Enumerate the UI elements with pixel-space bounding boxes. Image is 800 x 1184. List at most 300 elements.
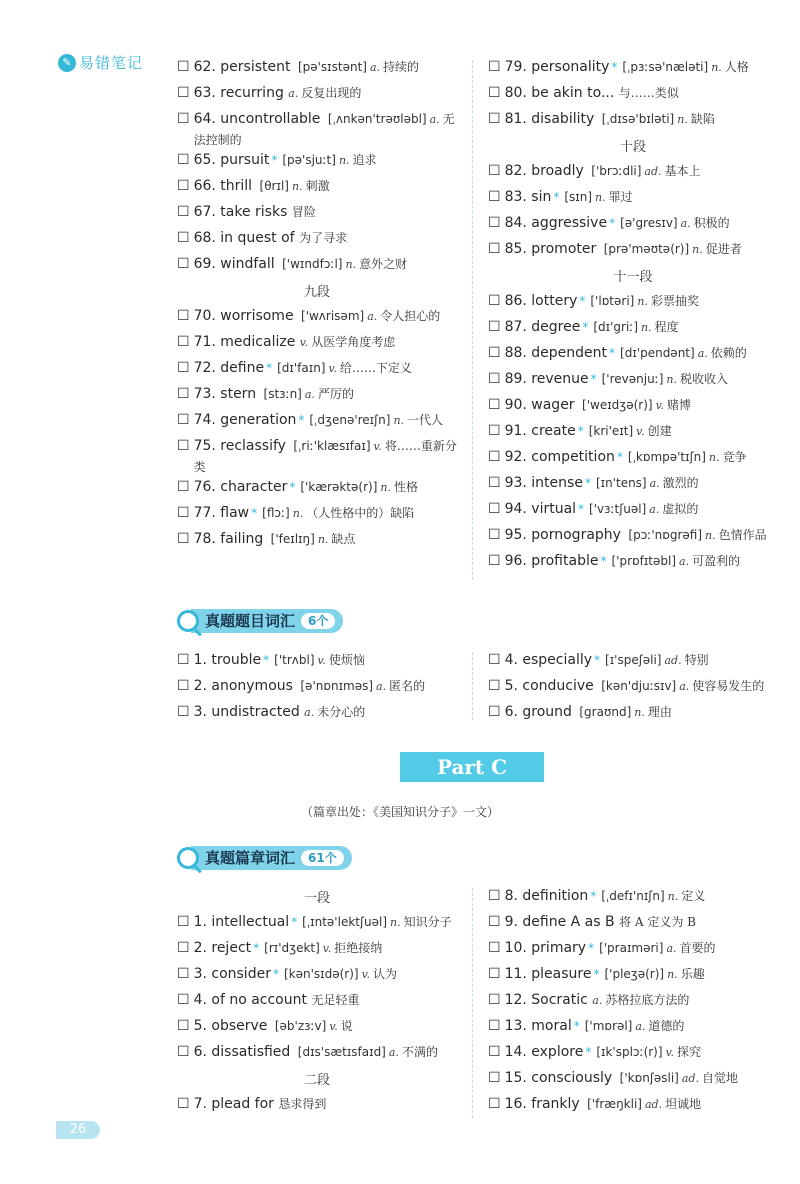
vocab-entry [488, 395, 778, 421]
entry-phonetic: [dɪ'pendənt] [620, 346, 695, 360]
star-icon: * [594, 653, 601, 667]
entry-meaning: 意外之财 [359, 257, 408, 271]
entry-meaning: 激烈的 [662, 476, 699, 490]
vocab-entry [488, 161, 778, 187]
checkbox-icon[interactable]: ☐ [177, 178, 190, 194]
checkbox-icon[interactable]: ☐ [488, 59, 501, 75]
entry-word: observe [211, 1018, 268, 1034]
vocab-entry [488, 1016, 778, 1042]
entry-part-of-speech: v. [665, 1046, 674, 1059]
vocab-entry-body [505, 473, 778, 494]
title-words-right [488, 650, 778, 728]
entry-meaning: 匿名的 [389, 679, 426, 693]
entry-number: 89. [504, 371, 527, 387]
entry-meaning: 特别 [684, 653, 709, 667]
entry-phonetic: [kən'sɪdə(r)] [283, 967, 359, 981]
checkbox-icon[interactable]: ☐ [488, 1018, 501, 1034]
checkbox-icon[interactable]: ☐ [488, 501, 501, 517]
entry-phonetic: [sɪn] [564, 190, 593, 204]
vocab-entry [177, 477, 457, 503]
entry-phonetic: ['wʌrisəm] [301, 309, 365, 323]
entry-word: degree [531, 319, 581, 335]
vocab-entry [488, 1094, 778, 1120]
entry-phonetic: [ɪk'splɔː(r)] [596, 1045, 663, 1059]
vocab-entry [177, 964, 457, 990]
entry-word: trouble [211, 652, 262, 668]
entry-phonetic: ['wɪndfɔːl] [282, 257, 343, 271]
entry-word: primary [531, 940, 587, 956]
entry-phonetic: ['kɒnʃəsli] [619, 1071, 679, 1085]
checkbox-icon[interactable]: ☐ [488, 215, 501, 231]
entry-phonetic: [ə'gresɪv] [620, 216, 678, 230]
entry-part-of-speech: n. [595, 191, 606, 204]
checkbox-icon[interactable]: ☐ [488, 678, 501, 694]
entry-part-of-speech: n. [637, 295, 648, 308]
entry-number: 94. [504, 501, 527, 517]
checkbox-icon[interactable]: ☐ [488, 940, 501, 956]
entry-part-of-speech: n. [667, 890, 679, 903]
checkbox-icon[interactable]: ☐ [488, 704, 501, 720]
checkbox-icon[interactable]: ☐ [177, 230, 190, 246]
entry-part-of-speech: n. [634, 706, 645, 719]
vocab-entry [488, 650, 778, 676]
vocab-entry-body [194, 477, 457, 498]
entry-word: uncontrollable [220, 111, 321, 127]
entry-phonetic: ['praɪməri] [599, 941, 664, 955]
checkbox-icon[interactable]: ☐ [488, 966, 501, 982]
checkbox-icon[interactable]: ☐ [488, 888, 501, 904]
checkbox-icon[interactable]: ☐ [488, 652, 501, 668]
checkbox-icon[interactable]: ☐ [488, 85, 501, 101]
checkbox-icon[interactable]: ☐ [177, 704, 190, 720]
entry-number: 73. [193, 386, 216, 402]
entry-number: 12. [504, 992, 527, 1008]
entry-word: frankly [531, 1096, 580, 1112]
entry-number: 64. [193, 111, 216, 127]
entry-part-of-speech: a. [592, 994, 603, 1007]
banner-title-bar [191, 609, 343, 633]
vocab-entry-body [505, 938, 778, 959]
entry-number: 3. [193, 704, 207, 720]
entry-number: 91. [504, 423, 527, 439]
star-icon: * [289, 480, 296, 494]
entry-word: ground [522, 704, 572, 720]
entry-phonetic: ['prɒfɪtəbl] [611, 554, 677, 568]
entry-word: consider [211, 966, 271, 982]
entry-number: 2. [193, 940, 207, 956]
entry-meaning: 说 [340, 1019, 353, 1033]
entry-word: create [531, 423, 576, 439]
vocab-entry-body [505, 369, 778, 390]
checkbox-icon[interactable]: ☐ [177, 531, 190, 547]
entry-meaning: 使容易发生的 [692, 679, 765, 693]
entry-number: 9. [504, 914, 518, 930]
vocab-entry-body [505, 57, 778, 78]
star-icon: * [593, 967, 600, 981]
entry-number: 82. [504, 163, 527, 179]
vocab-entry-body [505, 650, 778, 671]
entry-number: 6. [193, 1044, 207, 1060]
vocab-entry-body [505, 990, 778, 1011]
entry-number: 2. [193, 678, 207, 694]
entry-phonetic: [əb'zɜːv] [274, 1019, 327, 1033]
entry-part-of-speech: n. [641, 321, 652, 334]
entry-meaning: 竞争 [722, 450, 747, 464]
entry-word: windfall [220, 256, 275, 272]
vocab-entry [488, 421, 778, 447]
vocab-entry [488, 964, 778, 990]
vocab-entry-body [505, 964, 778, 985]
passage-words-banner [177, 846, 352, 870]
entry-meaning: 可盈利的 [692, 554, 741, 568]
vocab-entry-body [194, 358, 457, 379]
entry-part-of-speech: v. [655, 399, 664, 412]
entry-number: 71. [193, 334, 216, 350]
star-icon: * [579, 294, 586, 308]
star-icon: * [266, 361, 273, 375]
entry-part-of-speech: a. [679, 680, 690, 693]
vocab-entry [488, 213, 778, 239]
vocab-entry [177, 150, 457, 176]
entry-meaning: 追求 [352, 153, 377, 167]
vocab-entry-body [505, 421, 778, 442]
entry-meaning: 人格 [724, 60, 749, 74]
entry-phonetic: [ˌriː'klæsɪfaɪ] [293, 439, 371, 453]
checkbox-icon[interactable]: ☐ [488, 371, 501, 387]
checkbox-icon[interactable]: ☐ [177, 505, 190, 521]
checkbox-icon[interactable]: ☐ [488, 241, 501, 257]
vocab-entry-body [194, 57, 457, 78]
checkbox-icon[interactable]: ☐ [177, 940, 190, 956]
vocab-entry [488, 83, 778, 109]
entry-phonetic: [prə'məʊtə(r)] [603, 242, 690, 256]
checkbox-icon[interactable]: ☐ [177, 438, 190, 454]
vocab-entry-body [505, 109, 778, 130]
vocab-entry [488, 551, 778, 577]
part-c-heading: Part C [400, 752, 544, 782]
checkbox-icon[interactable]: ☐ [177, 360, 190, 376]
checkbox-icon[interactable]: ☐ [177, 412, 190, 428]
checkbox-icon[interactable]: ☐ [488, 423, 501, 439]
entry-meaning: 理由 [647, 705, 672, 719]
entry-phonetic: [ˌdɪsə'bɪləti] [601, 112, 675, 126]
entry-word: reject [211, 940, 252, 956]
entry-part-of-speech: n. [345, 258, 357, 271]
vocab-entry [488, 938, 778, 964]
checkbox-icon[interactable]: ☐ [177, 85, 190, 101]
entry-part-of-speech: n. [292, 507, 304, 520]
entry-part-of-speech: n. [666, 373, 677, 386]
entry-word: define [220, 360, 265, 376]
entry-number: 93. [504, 475, 527, 491]
entry-number: 66. [193, 178, 216, 194]
vocab-entry-body [194, 1094, 457, 1114]
banner-title: 真题篇章词汇 [205, 849, 296, 867]
entry-meaning: 一代人 [407, 413, 444, 427]
vocab-entry [488, 912, 778, 938]
checkbox-icon[interactable]: ☐ [177, 652, 190, 668]
checkbox-icon[interactable]: ☐ [177, 992, 190, 1008]
entry-meaning: 为了寻求 [299, 231, 348, 245]
entry-meaning: 积极的 [693, 216, 730, 230]
entry-meaning: 知识分子 [403, 915, 452, 929]
checkbox-icon[interactable]: ☐ [488, 992, 501, 1008]
passage-words-left [177, 886, 457, 1120]
vocab-entry [177, 83, 457, 109]
entry-phonetic: ['pleʒə(r)] [604, 967, 665, 981]
vocab-column-left [177, 57, 457, 555]
entry-phonetic: ['fræŋkli] [587, 1097, 642, 1111]
entry-meaning: 定义 [681, 889, 706, 903]
vocab-entry [488, 702, 778, 728]
entry-word: thrill [220, 178, 253, 194]
vocab-entry-body [194, 254, 457, 275]
entry-phonetic: [ˌdefɪ'nɪʃn] [601, 889, 665, 903]
vocab-entry-body [505, 1042, 778, 1063]
checkbox-icon[interactable]: ☐ [177, 308, 190, 324]
checkbox-icon[interactable]: ☐ [488, 1096, 501, 1112]
banner-count-badge: 61个 [301, 850, 344, 866]
entry-word: broadly [531, 163, 584, 179]
entry-part-of-speech: a. [369, 61, 381, 74]
checkbox-icon[interactable]: ☐ [177, 204, 190, 220]
checkbox-icon[interactable]: ☐ [177, 152, 190, 168]
entry-part-of-speech: n. [711, 61, 722, 74]
entry-word: revenue [531, 371, 589, 387]
checkbox-icon[interactable]: ☐ [488, 475, 501, 491]
entry-meaning: 无法控制的 [193, 112, 455, 147]
entry-meaning: 税收收入 [680, 372, 729, 386]
entry-number: 16. [504, 1096, 527, 1112]
checkbox-icon[interactable]: ☐ [488, 1044, 501, 1060]
vocab-entry-body [194, 938, 457, 959]
entry-part-of-speech: ad. [681, 1072, 699, 1085]
entry-part-of-speech: n. [692, 243, 703, 256]
star-icon: * [611, 60, 618, 74]
entry-number: 10. [504, 940, 527, 956]
vocab-entry [177, 650, 457, 676]
entry-phonetic: [dɪ'faɪn] [277, 361, 326, 375]
paragraph-section-heading: 一段 [303, 891, 330, 906]
star-icon: * [584, 476, 591, 490]
entry-meaning: 使烦恼 [328, 653, 365, 667]
entry-meaning: 刺激 [305, 179, 330, 193]
vocab-entry-body [505, 551, 778, 572]
checkbox-icon[interactable]: ☐ [488, 189, 501, 205]
entry-number: 11. [504, 966, 527, 982]
entry-word: aggressive [531, 215, 608, 231]
entry-meaning: 持续的 [383, 60, 420, 74]
title-words-left [177, 650, 457, 728]
entry-phonetic: [ˌɪntə'lektʃuəl] [302, 915, 388, 929]
checkbox-icon[interactable]: ☐ [177, 1044, 190, 1060]
brand-logo [58, 52, 143, 73]
vocab-entry [488, 886, 778, 912]
vocab-entry [177, 228, 457, 254]
vocab-entry [177, 57, 457, 83]
star-icon: * [590, 372, 597, 386]
entry-word: promoter [531, 241, 597, 257]
entry-word: disability [531, 111, 595, 127]
checkbox-icon[interactable]: ☐ [488, 914, 501, 930]
vocab-entry-body [194, 83, 457, 104]
vocab-entry [177, 306, 457, 332]
star-icon: * [588, 941, 595, 955]
entry-meaning: 将 A 定义为 B [619, 915, 696, 929]
entry-word: dependent [531, 345, 608, 361]
entry-number: 67. [193, 204, 216, 220]
entry-word: in quest of [220, 230, 295, 246]
entry-part-of-speech: n. [708, 451, 720, 464]
entry-part-of-speech: n. [317, 533, 329, 546]
entry-meaning: 性格 [393, 480, 418, 494]
entry-part-of-speech: v. [329, 1020, 338, 1033]
entry-number: 76. [193, 479, 216, 495]
entry-meaning: 赌博 [666, 398, 691, 412]
entry-number: 68. [193, 230, 216, 246]
entry-number: 13. [504, 1018, 527, 1034]
entry-word: Socratic [531, 992, 588, 1008]
entry-number: 84. [504, 215, 527, 231]
vocab-entry-body [505, 239, 778, 260]
checkbox-icon[interactable]: ☐ [488, 345, 501, 361]
entry-meaning: 依赖的 [710, 346, 747, 360]
entry-word: flaw [220, 505, 250, 521]
entry-word: competition [531, 449, 615, 465]
entry-meaning: 彩票抽奖 [650, 294, 699, 308]
entry-word: pornography [531, 527, 621, 543]
checkbox-icon[interactable]: ☐ [488, 111, 501, 127]
vocab-entry [488, 676, 778, 702]
vocab-entry-body [194, 964, 457, 985]
checkbox-icon[interactable]: ☐ [488, 397, 501, 413]
checkbox-icon[interactable]: ☐ [177, 334, 190, 350]
star-icon: * [573, 1019, 580, 1033]
entry-phonetic: ['feɪlɪŋ] [270, 532, 315, 546]
entry-number: 88. [504, 345, 527, 361]
checkbox-icon[interactable]: ☐ [488, 449, 501, 465]
logo-text: 易错笔记 [79, 54, 144, 72]
vocab-entry-body [505, 499, 778, 520]
entry-phonetic: ['mɒrəl] [584, 1019, 633, 1033]
checkbox-icon[interactable]: ☐ [177, 966, 190, 982]
entry-number: 8. [504, 888, 518, 904]
star-icon: * [272, 967, 279, 981]
star-icon: * [253, 941, 260, 955]
entry-number: 79. [504, 59, 527, 75]
vocab-entry-body [505, 187, 778, 208]
entry-meaning: 缺点 [331, 532, 356, 546]
checkbox-icon[interactable]: ☐ [177, 111, 190, 127]
checkbox-icon[interactable]: ☐ [177, 59, 190, 75]
entry-number: 85. [504, 241, 527, 257]
pencil-icon: ✎ [58, 54, 76, 72]
entry-meaning: 从医学角度考虑 [311, 335, 396, 349]
checkbox-icon[interactable]: ☐ [177, 1096, 190, 1112]
entry-word: generation [220, 412, 297, 428]
vocab-entry [177, 702, 457, 728]
vocab-entry [488, 473, 778, 499]
checkbox-icon[interactable]: ☐ [177, 256, 190, 272]
entry-phonetic: [ɪn'tens] [595, 476, 647, 490]
vocab-entry [488, 343, 778, 369]
entry-phonetic: [ə'nɒnɪməs] [300, 679, 374, 693]
entry-part-of-speech: a. [649, 477, 660, 490]
entry-part-of-speech: a. [376, 680, 387, 693]
entry-meaning: 道德的 [648, 1019, 685, 1033]
entry-phonetic: [ˌkɒmpə'tɪʃn] [627, 450, 706, 464]
vocab-entry-body [194, 503, 457, 524]
entry-word: dissatisfied [211, 1044, 291, 1060]
vocab-entry [488, 369, 778, 395]
entry-word: explore [531, 1044, 584, 1060]
vocab-entry-body [194, 306, 457, 327]
entry-part-of-speech: n. [390, 916, 401, 929]
entry-phonetic: ['kærəktə(r)] [300, 480, 378, 494]
entry-word: personality [531, 59, 610, 75]
entry-word: pursuit [220, 152, 270, 168]
entry-part-of-speech: v. [373, 440, 382, 453]
entry-word: moral [531, 1018, 572, 1034]
entry-word: definition [522, 888, 589, 904]
vocab-entry-body [194, 332, 457, 353]
vocab-entry [177, 912, 457, 938]
entry-part-of-speech: a. [304, 388, 315, 401]
entry-phonetic: [stɜːn] [263, 387, 302, 401]
entry-phonetic: [pə'sɪstənt] [297, 60, 367, 74]
entry-number: 6. [504, 704, 518, 720]
entry-word: take risks [220, 204, 288, 220]
vocab-entry-body [505, 886, 778, 907]
entry-word: undistracted [211, 704, 300, 720]
checkbox-icon[interactable]: ☐ [488, 293, 501, 309]
checkbox-icon[interactable]: ☐ [488, 527, 501, 543]
column-divider [472, 888, 473, 1118]
entry-number: 87. [504, 319, 527, 335]
checkbox-icon[interactable]: ☐ [177, 678, 190, 694]
vocab-entry [177, 358, 457, 384]
entry-meaning: 苏格拉底方法的 [605, 993, 690, 1007]
entry-meaning: 首要的 [679, 941, 716, 955]
entry-phonetic: [θrɪl] [259, 179, 289, 193]
entry-phonetic: ['lɒtəri] [590, 294, 635, 308]
entry-part-of-speech: v. [299, 336, 309, 349]
entry-number: 3. [193, 966, 207, 982]
vocab-entry-body [194, 384, 457, 405]
star-icon: * [585, 1045, 592, 1059]
entry-part-of-speech: a. [666, 942, 677, 955]
entry-word: pleasure [531, 966, 592, 982]
checkbox-icon[interactable]: ☐ [177, 479, 190, 495]
entry-part-of-speech: a. [649, 503, 660, 516]
entry-phonetic: [pɔː'nɒgrəfi] [628, 528, 703, 542]
entry-meaning: 给……下定义 [339, 361, 412, 375]
checkbox-icon[interactable]: ☐ [177, 386, 190, 402]
vocab-entry [488, 57, 778, 83]
entry-phonetic: [dɪ'griː] [593, 320, 639, 334]
checkbox-icon[interactable]: ☐ [488, 163, 501, 179]
checkbox-icon[interactable]: ☐ [488, 553, 501, 569]
checkbox-icon[interactable]: ☐ [488, 319, 501, 335]
vocab-entry-body [505, 213, 778, 234]
banner-title: 真题题目词汇 [205, 612, 296, 630]
checkbox-icon[interactable]: ☐ [177, 1018, 190, 1034]
paragraph-section-heading: 二段 [303, 1073, 330, 1088]
checkbox-icon[interactable]: ☐ [177, 914, 190, 930]
entry-meaning: 促进者 [705, 242, 742, 256]
checkbox-icon[interactable]: ☐ [488, 1070, 501, 1086]
vocab-entry [177, 938, 457, 964]
